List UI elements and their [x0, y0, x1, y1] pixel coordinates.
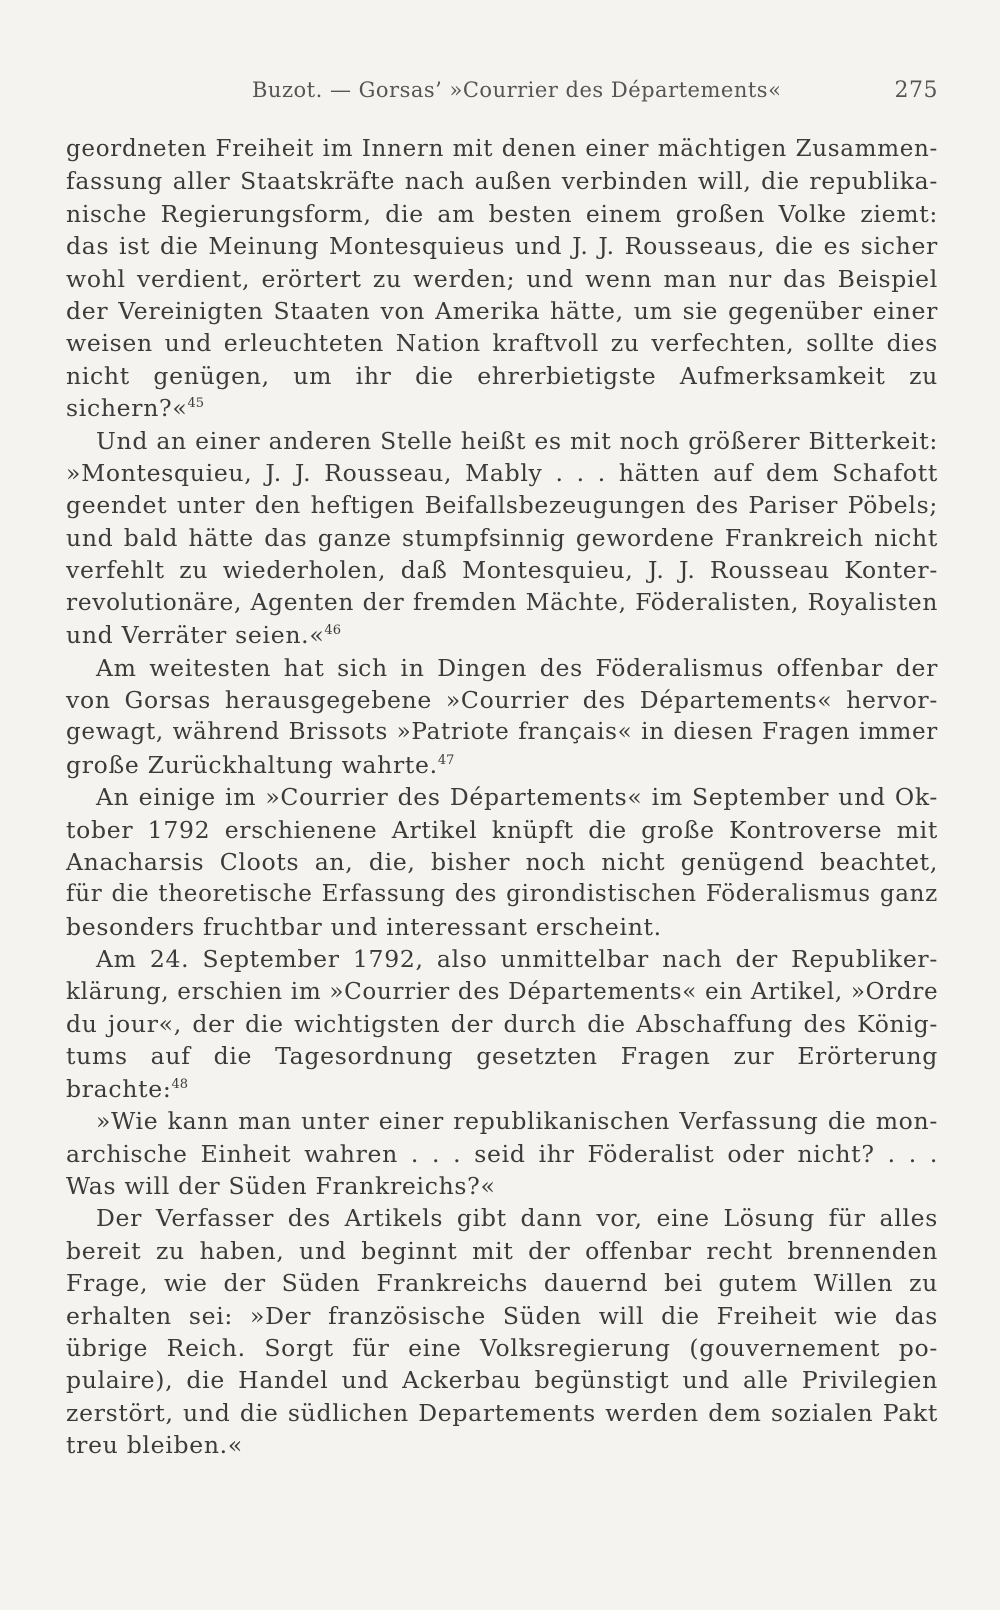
running-head-title: Buzot. — Gorsas’ »Courrier des Départements« — [252, 78, 782, 102]
text-line: und Verräter seien.«$^{46}$ — [66, 621, 341, 650]
text-line: und bald hätte das ganze stumpfsinnig gewordene Frankreich nicht — [66, 523, 938, 552]
text-line: von Gorsas herausgegebene »Courrier des Départements« hervor- — [66, 685, 938, 714]
text-line: du jour«, der die wichtigsten der durch die Abschaffung des König- — [66, 1009, 938, 1038]
text-line: sichern?«$^{45}$ — [66, 394, 204, 423]
text-line: für die theoretische Erfassung des girondistischen Föderalismus ganz — [66, 881, 938, 908]
text-line: gewagt, während Brissots »Patriote français« in diesen Fragen immer — [66, 719, 938, 746]
text-line: geendet unter den heftigen Beifallsbezeugungen des Pariser Pöbels; — [66, 491, 938, 520]
text-line: »Wie kann man unter einer republikanischen Verfassung die mon- — [96, 1107, 938, 1136]
text-line: erhalten sei: »Der französische Süden will die Freiheit wie das — [66, 1301, 938, 1330]
text-line: Und an einer anderen Stelle heißt es mit noch größerer Bitterkeit: — [96, 426, 938, 455]
text-line: brachte:$^{48}$ — [66, 1074, 188, 1103]
text-line: tums auf die Tagesordnung gesetzten Fragen zur Erörterung — [66, 1042, 938, 1071]
text-line: übrige Reich. Sorgt für eine Volksregierung (gouvernement po- — [66, 1334, 938, 1363]
footnote-marker: 45 — [187, 396, 204, 412]
text-line: tober 1792 erschienene Artikel knüpft die große Kontroverse mit — [66, 815, 938, 844]
text-line: zerstört, und die südlichen Departements werden dem sozialen Pakt — [66, 1398, 938, 1427]
text-line: Anacharsis Cloots an, die, bisher noch nicht genügend beachtet, — [66, 847, 938, 876]
text-line: Der Verfasser des Artikels gibt dann vor, eine Lösung für alles — [96, 1204, 938, 1233]
text-line: Frage, wie der Süden Frankreichs dauernd bei gutem Willen zu — [66, 1269, 938, 1298]
footnote-marker: 46 — [324, 623, 341, 639]
text-line: große Zurückhaltung wahrte.$^{47}$ — [66, 750, 455, 779]
footnote-marker: 47 — [437, 752, 455, 768]
text-line: nische Regierungsform, die am besten einem großen Volke ziemt: — [66, 199, 938, 228]
text-line: archische Einheit wahren . . . seid ihr Föderalist oder nicht? . . . — [66, 1139, 938, 1168]
text-line: Am weitesten hat sich in Dingen des Föderalismus offenbar der — [96, 653, 938, 682]
running-head — [66, 72, 938, 106]
text-line: verfehlt zu wiederholen, daß Montesquieu, J. J. Rousseau Konter- — [66, 556, 938, 585]
text-line: treu bleiben.« — [66, 1431, 243, 1460]
text-line: geordneten Freiheit im Innern mit denen einer mächtigen Zusammen- — [66, 136, 938, 162]
text-line: besonders fruchtbar und interessant erscheint. — [66, 912, 662, 941]
text-line: Was will der Süden Frankreichs?« — [66, 1172, 496, 1200]
footnote-marker: 48 — [171, 1076, 188, 1092]
text-line: An einige im »Courrier des Départements« im September und Ok- — [96, 783, 938, 812]
text-line: das ist die Meinung Montesquieus und J. J. Rousseaus, die es sicher — [66, 232, 938, 261]
page-number: 275 — [894, 78, 938, 103]
text-line: der Vereinigten Staaten von Amerika hätte, um sie gegenüber einer — [66, 297, 938, 326]
text-line: »Montesquieu, J. J. Rousseau, Mably . . . hätten auf dem Schafott — [66, 459, 938, 488]
text-line: revolutionäre, Agenten der fremden Mächte, Föderalisten, Royalisten — [66, 588, 938, 616]
text-line: pulaire), die Handel und Ackerbau begünstigt und alle Privilegien — [66, 1366, 938, 1395]
text-line: fassung aller Staatskräfte nach außen verbinden will, die republika- — [66, 167, 938, 196]
text-line: wohl verdient, erörtert zu werden; und wenn man nur das Beispiel — [66, 264, 938, 293]
text-line: klärung, erschien im »Courrier des Départements« ein Artikel, »Ordre — [66, 978, 939, 1005]
body-text — [66, 133, 938, 1462]
text-line: weisen und erleuchteten Nation kraftvoll zu verfechten, sollte dies — [66, 329, 938, 358]
text-line: bereit zu haben, und beginnt mit der offenbar recht brennenden — [66, 1236, 938, 1265]
text-line: nicht genügen, um ihr die ehrerbietigste Aufmerksamkeit zu — [66, 361, 938, 390]
text-line: Am 24. September 1792, also unmittelbar nach der Republiker- — [96, 945, 938, 974]
